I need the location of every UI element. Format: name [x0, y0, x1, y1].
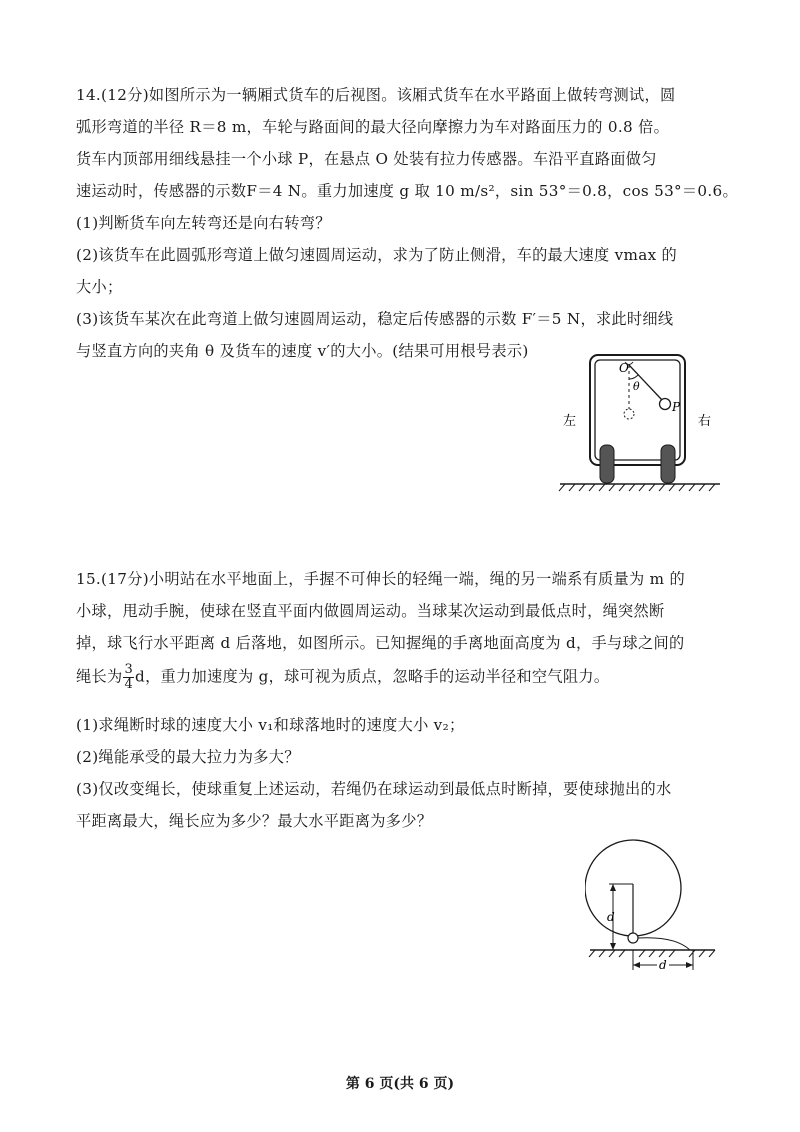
- q15-part-1: (1)求绳断时球的速度大小 v₁和球落地时的速度大小 v₂；: [76, 716, 465, 734]
- q15-part-3-cont: 平距离最大，绳长应为多少？最大水平距离为多少？: [76, 812, 433, 830]
- page-footer: 第 6 页(共 6 页): [345, 1076, 455, 1092]
- label-left: 左: [563, 414, 577, 429]
- q15-line-4b: d，重力加速度为 g，球可视为质点，忽略手的运动半径和空气阻力。: [135, 667, 610, 686]
- distance-label-d: d: [659, 958, 667, 972]
- truck-rear-view-figure: [545, 345, 735, 495]
- q15-line-1: 15.(17分)小明站在水平地面上，手握不可伸长的轻绳一端，绳的另一端系有质量为 m 的: [76, 570, 685, 588]
- label-right: 右: [698, 414, 712, 429]
- height-label-d: d: [607, 910, 615, 924]
- angle-label-theta: θ: [633, 380, 640, 393]
- ball-label-p: P: [672, 400, 681, 414]
- q14-part-3: (3)该货车某次在此弯道上做匀速圆周运动，稳定后传感器的示数 F′＝5 N，求此时细线: [76, 310, 674, 328]
- q15-part-3: (3)仅改变绳长，使球重复上述运动，若绳仍在球运动到最低点时断掉，要使球抛出的水: [76, 780, 672, 798]
- pivot-label-o: O: [619, 361, 629, 375]
- q14-line-1: 14.(12分)如图所示为一辆厢式货车的后视图。该厢式货车在水平路面上做转弯测试，圆: [76, 86, 676, 104]
- q15-part-2: (2)绳能承受的最大拉力为多大？: [76, 748, 300, 766]
- q14-line-4: 速运动时，传感器的示数F＝4 N。重力加速度 g 取 10 m/s²，sin 53°＝0.8，cos 53°＝0.6。: [76, 182, 738, 200]
- q15-line-3: 掉，球飞行水平距离 d 后落地，如图所示。已知握绳的手离地面高度为 d，手与球之间的: [76, 634, 685, 652]
- fraction-denominator: 4: [124, 677, 134, 692]
- fraction-three-quarters: [123, 663, 134, 692]
- fraction-numerator: 3: [124, 662, 134, 677]
- q14-part-3-cont: 与竖直方向的夹角 θ 及货车的速度 v′的大小。(结果可用根号表示): [76, 342, 529, 360]
- q15-line-2: 小球，甩动手腕，使球在竖直平面内做圆周运动。当球某次运动到最低点时，绳突然断: [76, 602, 665, 620]
- q14-part-2-cont: 大小；: [76, 278, 123, 296]
- q14-part-1: (1)判断货车向左转弯还是向右转弯？: [76, 214, 331, 232]
- q14-line-3: 货车内顶部用细线悬挂一个小球 P，在悬点 O 处装有拉力传感器。车沿平直路面做匀: [76, 150, 657, 168]
- q14-line-2: 弧形弯道的半径 R＝8 m，车轮与路面间的最大径向摩擦力为车对路面压力的 0.8 倍。: [76, 118, 670, 136]
- rope-ball-figure: [585, 828, 720, 978]
- q15-line-4a: 绳长为: [76, 667, 123, 686]
- q15-line-4: [76, 663, 609, 692]
- q14-part-2: (2)该货车在此圆弧形弯道上做匀速圆周运动，求为了防止侧滑，车的最大速度 vmax 的: [76, 246, 678, 264]
